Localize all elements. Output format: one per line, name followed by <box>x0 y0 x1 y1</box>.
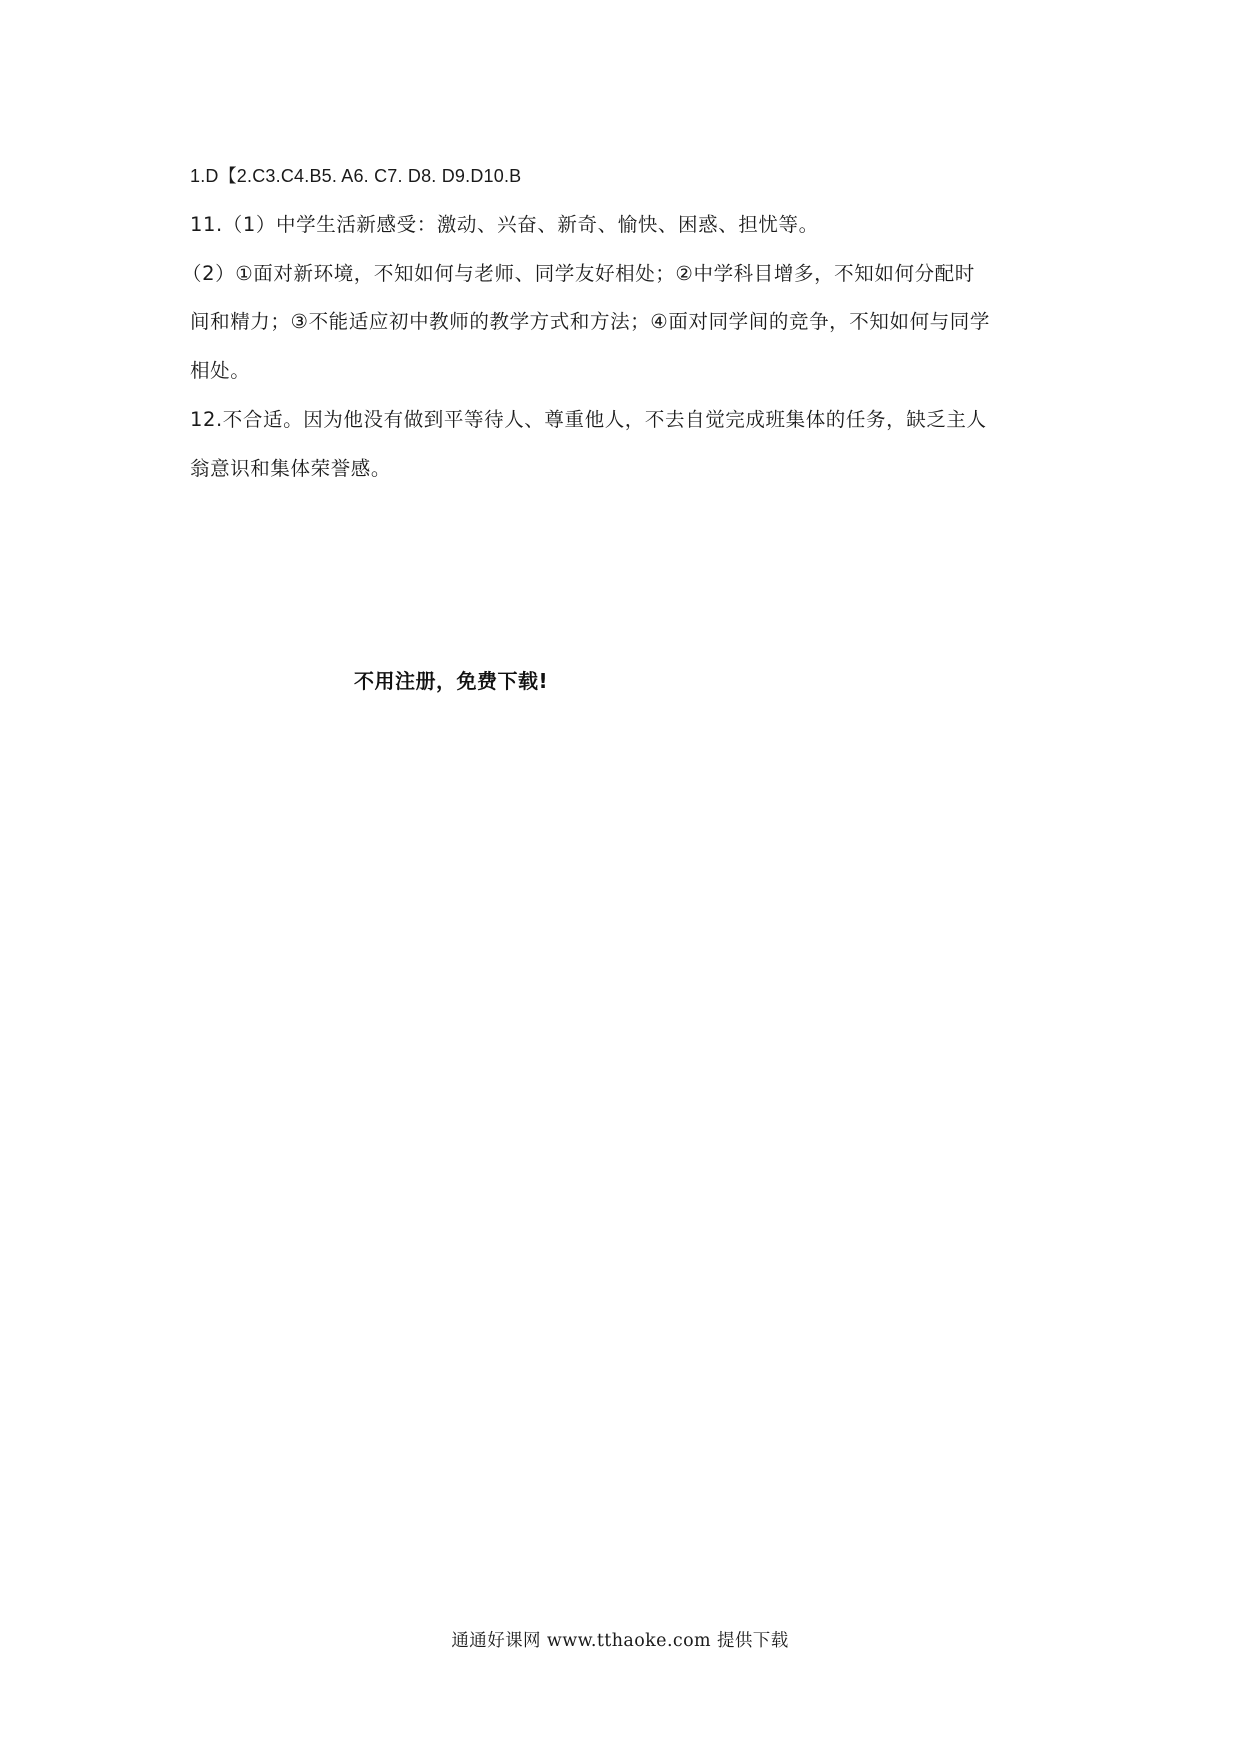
page-footer: 通通好课网 www.tthaoke.com 提供下载 <box>451 1631 789 1651</box>
question-12-line-1: 12.不合适。因为他没有做到平等待人、尊重他人，不去自觉完成班集体的任务，缺乏主人 <box>190 408 987 431</box>
answer-key-line: 1.D【2.C3.C4.B5. A6. C7. D8. D9.D10.B <box>190 166 522 186</box>
question-11-part-2-line-1: （2）①面对新环境，不知如何与老师、同学友好相处；②中学科目增多，不知如何分配时 <box>182 262 975 285</box>
free-download-notice: 不用注册，免费下载! <box>354 669 549 693</box>
question-11-part-1: 11.（1）中学生活新感受：激动、兴奋、新奇、愉快、困惑、担忧等。 <box>190 213 819 236</box>
question-11-part-2-line-3: 相处。 <box>190 359 251 382</box>
question-11-part-2-line-2: 间和精力；③不能适应初中教师的教学方式和方法；④面对同学间的竞争，不知如何与同学 <box>190 310 990 333</box>
question-12-line-2: 翁意识和集体荣誉感。 <box>190 457 392 480</box>
